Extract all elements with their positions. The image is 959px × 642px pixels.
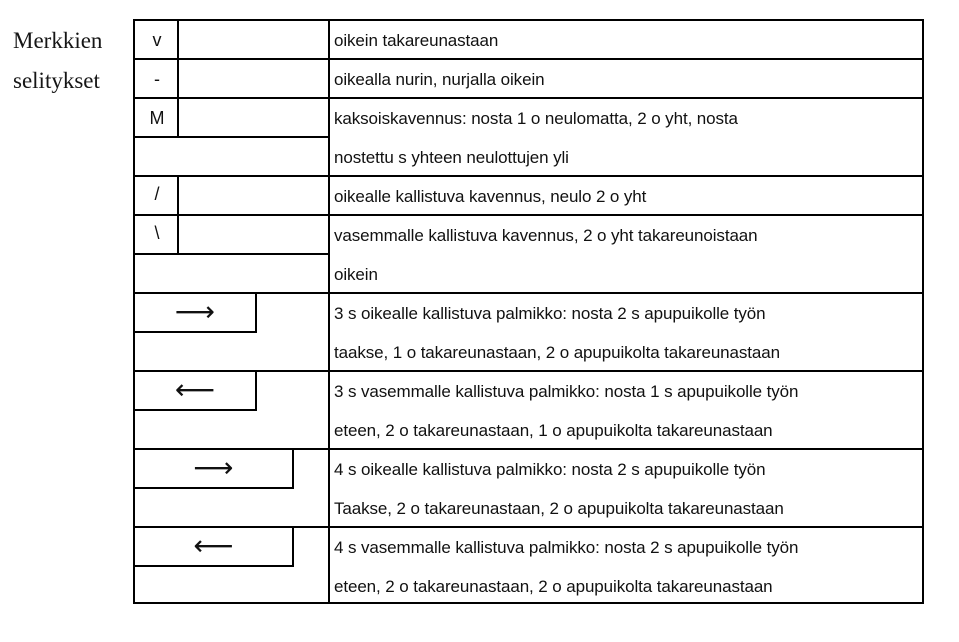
description-cell: Taakse, 2 o takareunastaan, 2 o apupuikolta takareunastaan bbox=[334, 499, 784, 518]
divider-line bbox=[135, 253, 328, 255]
description-cell: 3 s oikealle kallistuva palmikko: nosta 2 s apupuikolle työn bbox=[334, 304, 766, 323]
cable-box-edge bbox=[255, 292, 257, 333]
cable-4-left-cell bbox=[135, 526, 292, 565]
description-cell: 4 s vasemmalle kallistuva palmikko: nosta 2 s apupuikolle työn bbox=[334, 538, 799, 557]
legend-title-line-1: Merkkien bbox=[13, 28, 103, 53]
description-cell: eteen, 2 o takareunastaan, 1 o apupuikolta takareunastaan bbox=[334, 421, 773, 440]
description-cell: nostettu s yhteen neulottujen yli bbox=[334, 148, 569, 167]
description-cell: eteen, 2 o takareunastaan, 2 o apupuikolta takareunastaan bbox=[334, 577, 773, 596]
cable-3-right-cell bbox=[135, 292, 255, 331]
description-cell: 4 s oikealle kallistuva palmikko: nosta 2 s apupuikolle työn bbox=[334, 460, 766, 479]
arrow-right-icon: ⟶ bbox=[193, 451, 234, 484]
description-cell: oikealla nurin, nurjalla oikein bbox=[334, 70, 545, 89]
divider-line bbox=[135, 331, 255, 333]
symbol-double-decrease: M bbox=[149, 108, 165, 128]
symbol-knit-tbl: v bbox=[152, 30, 162, 50]
arrow-left-icon: ⟵ bbox=[174, 373, 216, 406]
cable-box-edge bbox=[292, 448, 294, 489]
description-column-divider bbox=[328, 21, 330, 602]
cable-3-left-cell bbox=[135, 370, 255, 409]
description-cell: 3 s vasemmalle kallistuva palmikko: nosta 1 s apupuikolle työn bbox=[334, 382, 799, 401]
symbol-purl: - bbox=[154, 69, 160, 89]
cable-box-edge bbox=[292, 526, 294, 567]
description-cell: oikein takareunastaan bbox=[334, 31, 499, 50]
description-cell: kaksoiskavennus: nosta 1 o neulomatta, 2 o yht, nosta bbox=[334, 109, 738, 128]
symbol-left-decrease: \ bbox=[154, 223, 160, 243]
description-cell: taakse, 1 o takareunastaan, 2 o apupuikolta takareunastaan bbox=[334, 343, 780, 362]
description-cell: vasemmalle kallistuva kavennus, 2 o yht takareunoistaan bbox=[334, 226, 758, 245]
symbol-right-decrease: / bbox=[154, 184, 160, 204]
cable-box-edge bbox=[255, 370, 257, 411]
legend-title-line-2: selitykset bbox=[13, 68, 100, 93]
symbol-legend-table bbox=[133, 19, 924, 604]
description-cell: oikealle kallistuva kavennus, neulo 2 o yht bbox=[334, 187, 647, 206]
cable-4-right-cell bbox=[135, 448, 292, 487]
divider-line bbox=[135, 487, 292, 489]
arrow-right-icon: ⟶ bbox=[174, 295, 216, 328]
description-cell: oikein bbox=[334, 265, 378, 284]
divider-line bbox=[135, 565, 292, 567]
divider-line bbox=[135, 409, 255, 411]
arrow-left-icon: ⟵ bbox=[193, 529, 234, 562]
